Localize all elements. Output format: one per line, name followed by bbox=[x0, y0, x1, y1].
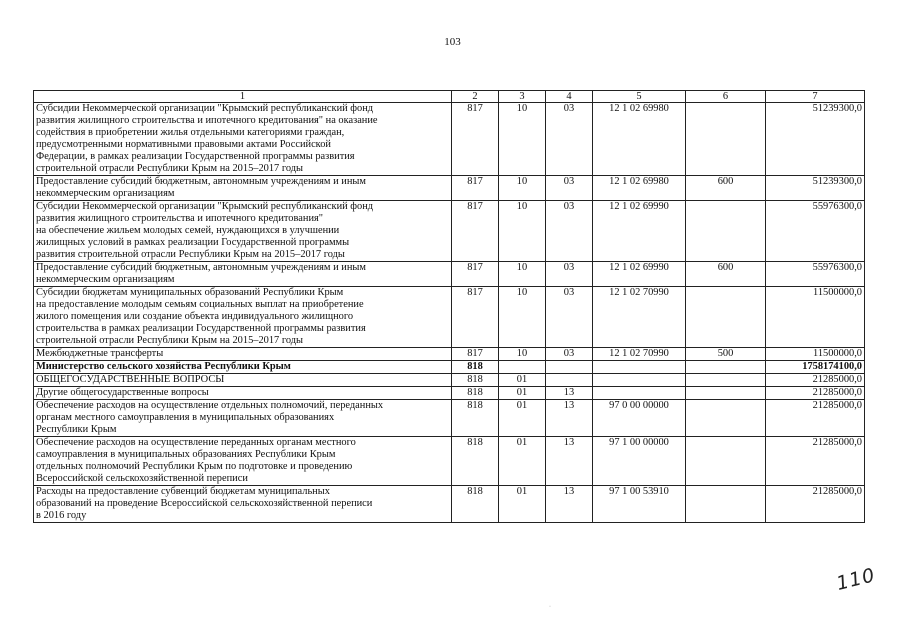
cell-subsection-code: 03 bbox=[546, 287, 593, 348]
cell-expense-type bbox=[686, 287, 766, 348]
table-row bbox=[34, 262, 865, 287]
cell-amount: 21285000,0 bbox=[766, 486, 865, 523]
cell-ministry-code: 817 bbox=[452, 348, 499, 361]
table-row bbox=[34, 437, 865, 486]
cell-ministry-code: 817 bbox=[452, 287, 499, 348]
cell-target-article: 97 1 00 53910 bbox=[593, 486, 686, 523]
cell-target-article: 12 1 02 69980 bbox=[593, 103, 686, 176]
table-header bbox=[34, 91, 865, 103]
cell-amount: 11500000,0 bbox=[766, 348, 865, 361]
cell-amount: 1758174100,0 bbox=[766, 361, 865, 374]
handwritten-page-number: 110 bbox=[834, 564, 878, 595]
table-row bbox=[34, 287, 865, 348]
column-header-4: 4 bbox=[546, 91, 593, 103]
table-row bbox=[34, 201, 865, 262]
cell-section-code: 01 bbox=[499, 387, 546, 400]
cell-target-article: 12 1 02 69980 bbox=[593, 176, 686, 201]
column-header-1: 1 bbox=[34, 91, 452, 103]
cell-expense-type bbox=[686, 387, 766, 400]
cell-description: Обеспечение расходов на осуществление отдельных полномочий, переданных органам местного самоуправления в муниципальных образованиях Республики Крым bbox=[34, 400, 452, 437]
cell-ministry-code: 817 bbox=[452, 262, 499, 287]
cell-subsection-code: 03 bbox=[546, 262, 593, 287]
cell-target-article bbox=[593, 374, 686, 387]
cell-expense-type bbox=[686, 400, 766, 437]
cell-ministry-code: 817 bbox=[452, 201, 499, 262]
cell-subsection-code: 13 bbox=[546, 437, 593, 486]
cell-subsection-code: 03 bbox=[546, 201, 593, 262]
cell-expense-type bbox=[686, 201, 766, 262]
cell-section-code: 01 bbox=[499, 400, 546, 437]
cell-description: Обеспечение расходов на осуществление переданных органам местного самоуправления в муниципальных образованиях Республики Крым отдельных полномочий Республики Крым по подготовке и проведению Всероссийской сельскохозяйственной переписи bbox=[34, 437, 452, 486]
cell-ministry-code: 818 bbox=[452, 486, 499, 523]
cell-section-code: 10 bbox=[499, 348, 546, 361]
cell-description: Другие общегосударственные вопросы bbox=[34, 387, 452, 400]
page-number: 103 bbox=[444, 36, 461, 48]
cell-section-code: 10 bbox=[499, 201, 546, 262]
cell-amount: 11500000,0 bbox=[766, 287, 865, 348]
cell-amount: 21285000,0 bbox=[766, 387, 865, 400]
cell-ministry-code: 818 bbox=[452, 361, 499, 374]
table-row bbox=[34, 387, 865, 400]
column-header-5: 5 bbox=[593, 91, 686, 103]
table-row bbox=[34, 374, 865, 387]
cell-ministry-code: 817 bbox=[452, 176, 499, 201]
cell-expense-type bbox=[686, 374, 766, 387]
cell-section-code: 01 bbox=[499, 374, 546, 387]
cell-subsection-code: 03 bbox=[546, 103, 593, 176]
column-header-3: 3 bbox=[499, 91, 546, 103]
cell-amount: 55976300,0 bbox=[766, 262, 865, 287]
cell-amount: 21285000,0 bbox=[766, 400, 865, 437]
header-row bbox=[34, 91, 865, 103]
cell-amount: 51239300,0 bbox=[766, 176, 865, 201]
cell-description: Межбюджетные трансферты bbox=[34, 348, 452, 361]
table-row bbox=[34, 486, 865, 523]
column-header-6: 6 bbox=[686, 91, 766, 103]
cell-ministry-code: 817 bbox=[452, 103, 499, 176]
cell-target-article: 12 1 02 69990 bbox=[593, 262, 686, 287]
cell-expense-type bbox=[686, 437, 766, 486]
cell-subsection-code: 13 bbox=[546, 400, 593, 437]
cell-subsection-code: 13 bbox=[546, 387, 593, 400]
cell-amount: 21285000,0 bbox=[766, 374, 865, 387]
cell-expense-type bbox=[686, 361, 766, 374]
scan-artifact: · bbox=[549, 604, 551, 610]
column-header-7: 7 bbox=[766, 91, 865, 103]
cell-target-article: 12 1 02 70990 bbox=[593, 348, 686, 361]
cell-target-article bbox=[593, 387, 686, 400]
cell-description: Субсидии бюджетам муниципальных образований Республики Крым на предоставление молодым семьям социальных выплат на приобретение жилого помещения или создание объекта индивидуального жилищного строительства в рамках реализации Государственной программы развития строительной отрасли Республики Крым на 2015–2017 годы bbox=[34, 287, 452, 348]
table-row bbox=[34, 103, 865, 176]
cell-subsection-code: 13 bbox=[546, 486, 593, 523]
cell-section-code: 10 bbox=[499, 287, 546, 348]
table-row bbox=[34, 348, 865, 361]
cell-expense-type: 600 bbox=[686, 262, 766, 287]
cell-subsection-code: 03 bbox=[546, 348, 593, 361]
cell-ministry-code: 818 bbox=[452, 387, 499, 400]
cell-target-article: 97 1 00 00000 bbox=[593, 437, 686, 486]
cell-amount: 51239300,0 bbox=[766, 103, 865, 176]
cell-description: Субсидии Некоммерческой организации "Крымский республиканский фонд развития жилищного строительства и ипотечного кредитования" на обеспечение жильем молодых семей, нуждающихся в улучшении жилищных условий в рамках реализации Государственной программы развития строительной отрасли Республики Крым на 2015–2017 годы bbox=[34, 201, 452, 262]
cell-section-code: 01 bbox=[499, 437, 546, 486]
cell-subsection-code bbox=[546, 374, 593, 387]
cell-target-article: 12 1 02 70990 bbox=[593, 287, 686, 348]
cell-section-code: 10 bbox=[499, 262, 546, 287]
cell-amount: 55976300,0 bbox=[766, 201, 865, 262]
cell-description: Министерство сельского хозяйства Республики Крым bbox=[34, 361, 452, 374]
cell-description: Расходы на предоставление субвенций бюджетам муниципальных образований на проведение Всероссийской сельскохозяйственной переписи в 2016 году bbox=[34, 486, 452, 523]
column-header-2: 2 bbox=[452, 91, 499, 103]
cell-target-article: 12 1 02 69990 bbox=[593, 201, 686, 262]
cell-description: Субсидии Некоммерческой организации "Крымский республиканский фонд развития жилищного строительства и ипотечного кредитования" на оказание содействия в приобретении жилья отдельными категориями граждан, предусмотренными нормативными правовыми актами Российской Федерации, в рамках реализации Государственной программы развития строительной отрасли Республики Крым на 2015–2017 годы bbox=[34, 103, 452, 176]
cell-section-code: 10 bbox=[499, 176, 546, 201]
table-body bbox=[34, 103, 865, 523]
cell-description: ОБЩЕГОСУДАРСТВЕННЫЕ ВОПРОСЫ bbox=[34, 374, 452, 387]
table-row bbox=[34, 361, 865, 374]
cell-target-article bbox=[593, 361, 686, 374]
table-row bbox=[34, 400, 865, 437]
cell-expense-type bbox=[686, 486, 766, 523]
cell-subsection-code: 03 bbox=[546, 176, 593, 201]
cell-amount: 21285000,0 bbox=[766, 437, 865, 486]
cell-expense-type bbox=[686, 103, 766, 176]
cell-section-code: 01 bbox=[499, 486, 546, 523]
budget-table bbox=[33, 90, 865, 523]
cell-section-code: 10 bbox=[499, 103, 546, 176]
cell-description: Предоставление субсидий бюджетным, автономным учреждениям и иным некоммерческим организациям bbox=[34, 176, 452, 201]
cell-ministry-code: 818 bbox=[452, 400, 499, 437]
cell-ministry-code: 818 bbox=[452, 437, 499, 486]
cell-target-article: 97 0 00 00000 bbox=[593, 400, 686, 437]
cell-subsection-code bbox=[546, 361, 593, 374]
table-row bbox=[34, 176, 865, 201]
cell-section-code bbox=[499, 361, 546, 374]
cell-ministry-code: 818 bbox=[452, 374, 499, 387]
cell-description: Предоставление субсидий бюджетным, автономным учреждениям и иным некоммерческим организациям bbox=[34, 262, 452, 287]
cell-expense-type: 600 bbox=[686, 176, 766, 201]
cell-expense-type: 500 bbox=[686, 348, 766, 361]
